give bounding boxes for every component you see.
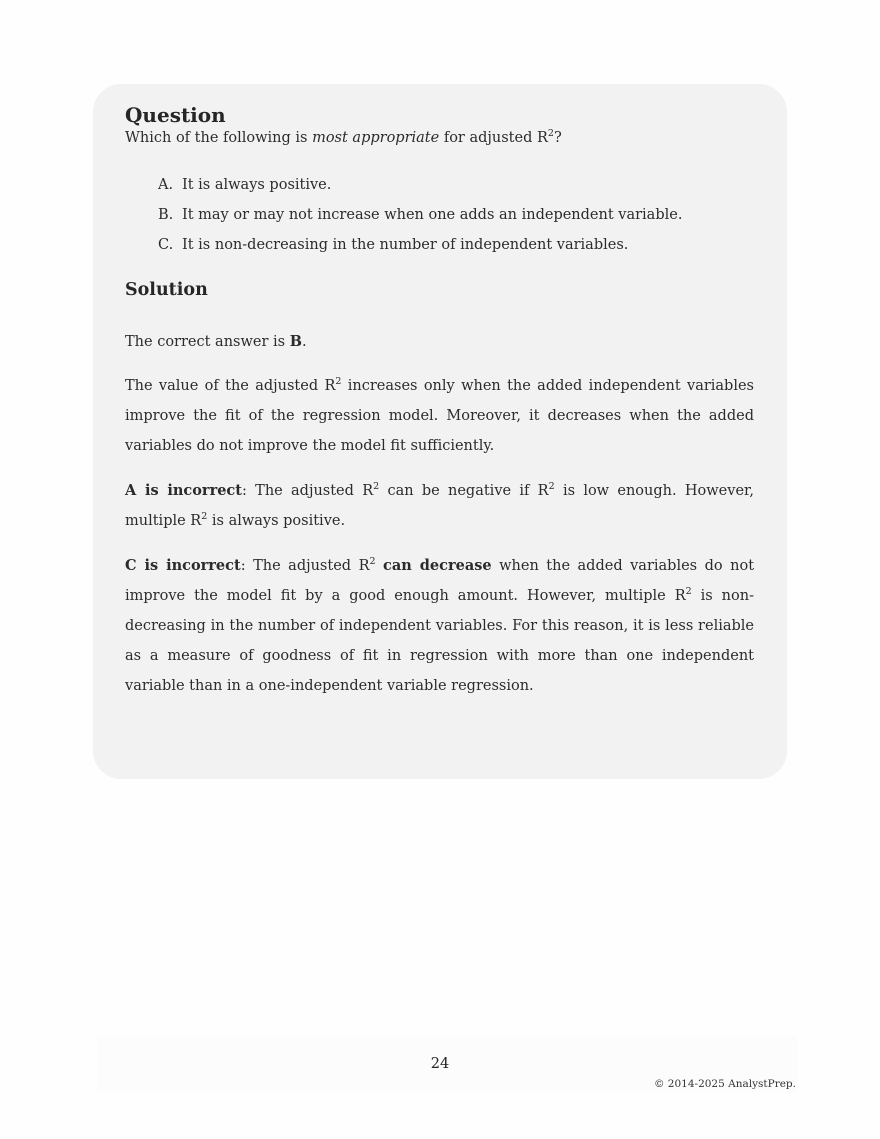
option-letter: A. — [158, 177, 174, 193]
explanation-text: : The adjusted R — [240, 558, 370, 574]
option-c — [158, 235, 754, 255]
question-card — [93, 84, 787, 779]
option-letter: B. — [158, 207, 174, 223]
emphasis-text: can decrease — [383, 557, 492, 574]
correct-answer — [125, 327, 754, 357]
page-number: 24 — [430, 1056, 450, 1072]
option-a — [158, 175, 754, 195]
prompt-text: ? — [553, 130, 562, 146]
option-text: It is always positive. — [182, 177, 332, 193]
copyright-notice: © 2014-2025 AnalystPrep. — [653, 1078, 796, 1090]
explanation-text: increases only when the added independent variables improve the fit of the regression model. Moreover, it decreases when the added variables do not improve the model fit sufficiently. — [125, 378, 754, 454]
superscript: 2 — [548, 481, 555, 492]
answer-options — [158, 175, 754, 255]
option-letter: C. — [158, 237, 174, 253]
prompt-emphasis: most appropriate — [312, 130, 440, 146]
prompt-text: Which of the following is — [125, 130, 313, 146]
explanation-text: is always positive. — [207, 513, 346, 529]
option-c-explanation — [125, 551, 754, 701]
incorrect-label: C is incorrect — [125, 557, 241, 574]
superscript: 2 — [201, 511, 208, 522]
superscript: 2 — [685, 586, 692, 597]
explanation-text: is non-decreasing in the number of independent variables. For this reason, it is less reliable as a measure of goodness of fit in regression with more than one independent variable than in a one-independent variable regression. — [125, 588, 754, 694]
incorrect-label: A is incorrect — [125, 482, 242, 499]
option-a-explanation — [125, 476, 754, 536]
superscript: 2 — [335, 376, 342, 387]
option-text: It may or may not increase when one adds an independent variable. — [182, 207, 683, 223]
answer-text: . — [301, 334, 307, 350]
solution-heading: Solution — [125, 280, 208, 300]
question-prompt — [125, 128, 754, 148]
explanation-text: : The adjusted R — [241, 483, 374, 499]
option-text: It is non-decreasing in the number of independent variables. — [182, 237, 629, 253]
explanation-paragraph — [125, 371, 754, 461]
prompt-text: for adjusted R — [439, 130, 548, 146]
answer-text: The correct answer is — [125, 334, 290, 350]
superscript: 2 — [547, 128, 554, 139]
option-b — [158, 205, 754, 225]
explanation-text: is low enough. However, multiple R — [125, 483, 754, 529]
explanation-text: can be negative if R — [379, 483, 549, 499]
question-heading: Question — [125, 103, 226, 127]
explanation-text: when the added variables do not improve the model fit by a good enough amount. However, multiple R — [125, 558, 755, 604]
answer-letter: B — [289, 333, 302, 350]
superscript: 2 — [373, 481, 380, 492]
explanation-text: The value of the adjusted R — [125, 378, 336, 394]
superscript: 2 — [369, 556, 376, 567]
